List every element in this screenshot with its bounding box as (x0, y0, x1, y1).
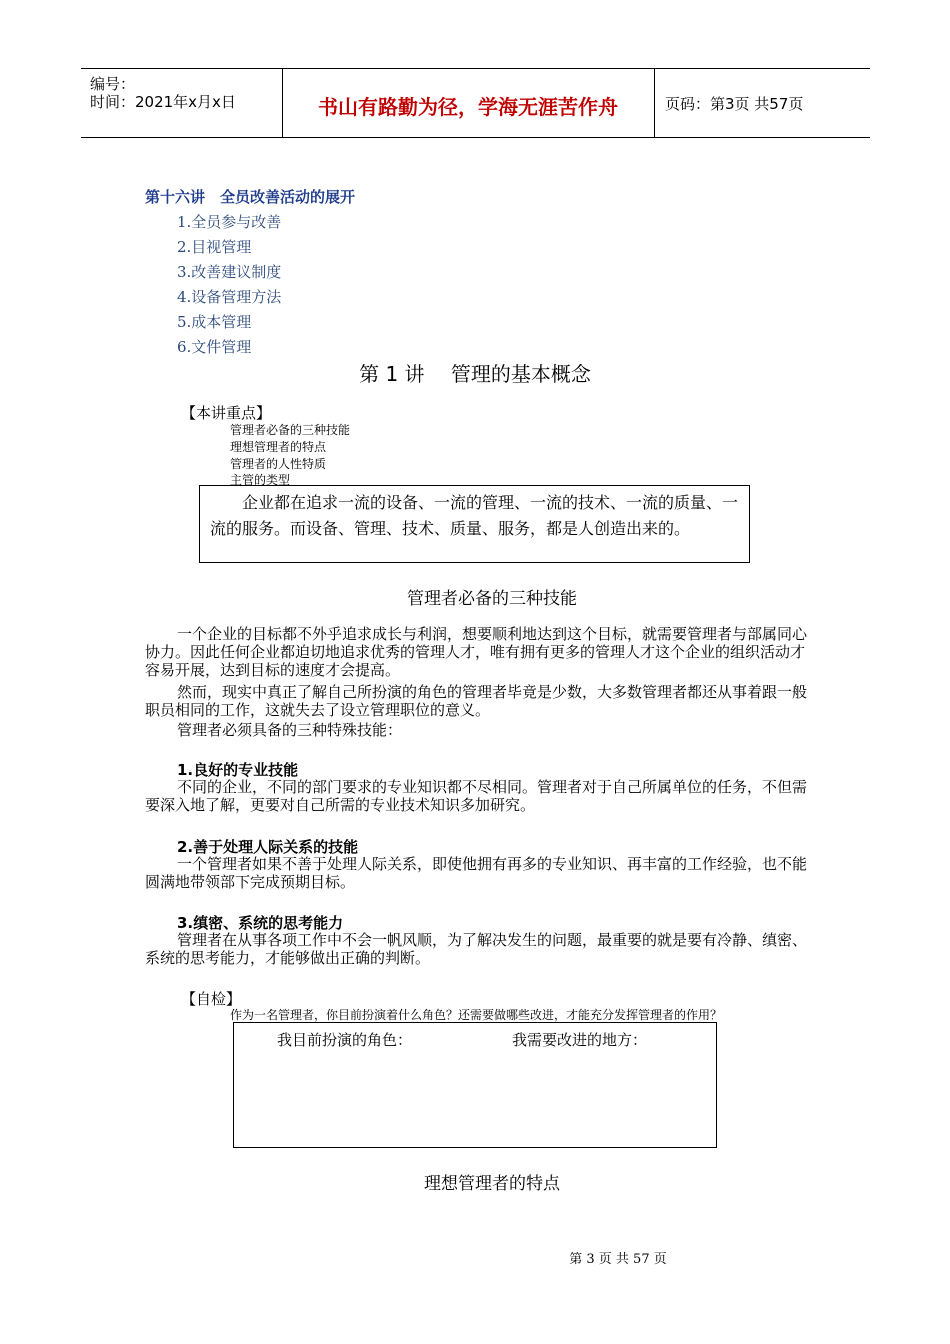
section-title: 理想管理者的特点 (424, 1174, 560, 1194)
lecture-title: 第 1 讲 管理的基本概念 (359, 362, 591, 386)
toc-item: 4.设备管理方法 (177, 288, 282, 306)
skill-text: 管理者在从事各项工作中不会一帆风顺，为了解决发生的问题，最重要的就是要有冷静、缜密、系统的思考能力，才能够做出正确的判断。 (145, 931, 808, 967)
skill-title: 2.善于处理人际关系的技能 (177, 838, 359, 856)
skill-text: 不同的企业，不同的部门要求的专业知识都不尽相同。管理者对于自己所属单位的任务，不但需要深入地了解，更要对自己所需的专业技术知识多加研究。 (145, 778, 808, 814)
focus-item: 理想管理者的特点 (230, 440, 327, 454)
toc-item: 6.文件管理 (177, 338, 252, 356)
header-motto: 书山有路勤为径，学海无涯苦作舟 (318, 95, 618, 119)
skill-text: 一个管理者如果不善于处理人际关系，即使他拥有再多的专业知识、再丰富的工作经验，也不能圆满地带领部下完成预期目标。 (145, 855, 808, 891)
self-check-box[interactable] (233, 1022, 717, 1148)
focus-item: 管理者必备的三种技能 (230, 423, 351, 437)
focus-item: 主管的类型 (230, 473, 291, 487)
role-label: 我目前扮演的角色： (277, 1031, 413, 1049)
page-header (81, 68, 870, 138)
document-date: 时间：2021年x月x日 (90, 93, 236, 111)
skill-title: 3.缜密、系统的思考能力 (177, 914, 344, 932)
toc-item: 5.成本管理 (177, 313, 252, 331)
page-footer: 第 3 页 共 57 页 (569, 1252, 667, 1267)
header-divider (654, 69, 655, 137)
quote-text: 企业都在追求一流的设备、一流的管理、一流的技术、一流的质量、一流的服务。而设备、管理、技术、质量、服务，都是人创造出来的。 (210, 493, 739, 538)
toc-item: 2.目视管理 (177, 238, 252, 256)
quote-box (199, 485, 750, 563)
toc-item: 1.全员参与改善 (177, 213, 282, 231)
paragraph: 然而，现实中真正了解自己所扮演的角色的管理者毕竟是少数，大多数管理者都还从事着跟一般职员相同的工作，这就失去了设立管理职位的意义。 (145, 683, 808, 719)
section-title: 管理者必备的三种技能 (407, 589, 577, 609)
paragraph: 一个企业的目标都不外乎追求成长与利润，想要顺利地达到这个目标，就需要管理者与部属同心协力。因此任何企业都迫切地追求优秀的管理人才，唯有拥有更多的管理人才这个企业的组织活动才容易开展，达到目标的速度才会提高。 (145, 625, 808, 679)
improve-label: 我需要改进的地方： (512, 1031, 648, 1049)
toc-item: 3.改善建议制度 (177, 263, 282, 281)
header-page-info: 页码：第3页 共57页 (665, 95, 804, 113)
focus-label: 【本讲重点】 (181, 404, 272, 422)
focus-item: 管理者的人性特质 (230, 457, 327, 471)
self-check-question: 作为一名管理者，你目前扮演着什么角色？还需要做哪些改进，才能充分发挥管理者的作用？ (230, 1008, 723, 1022)
paragraph: 管理者必须具备的三种特殊技能： (177, 721, 403, 739)
skill-title: 1.良好的专业技能 (177, 761, 299, 779)
toc-title: 第十六讲 全员改善活动的展开 (145, 188, 356, 206)
document-code: 编号： (90, 75, 136, 93)
self-check-label: 【自检】 (181, 990, 242, 1008)
